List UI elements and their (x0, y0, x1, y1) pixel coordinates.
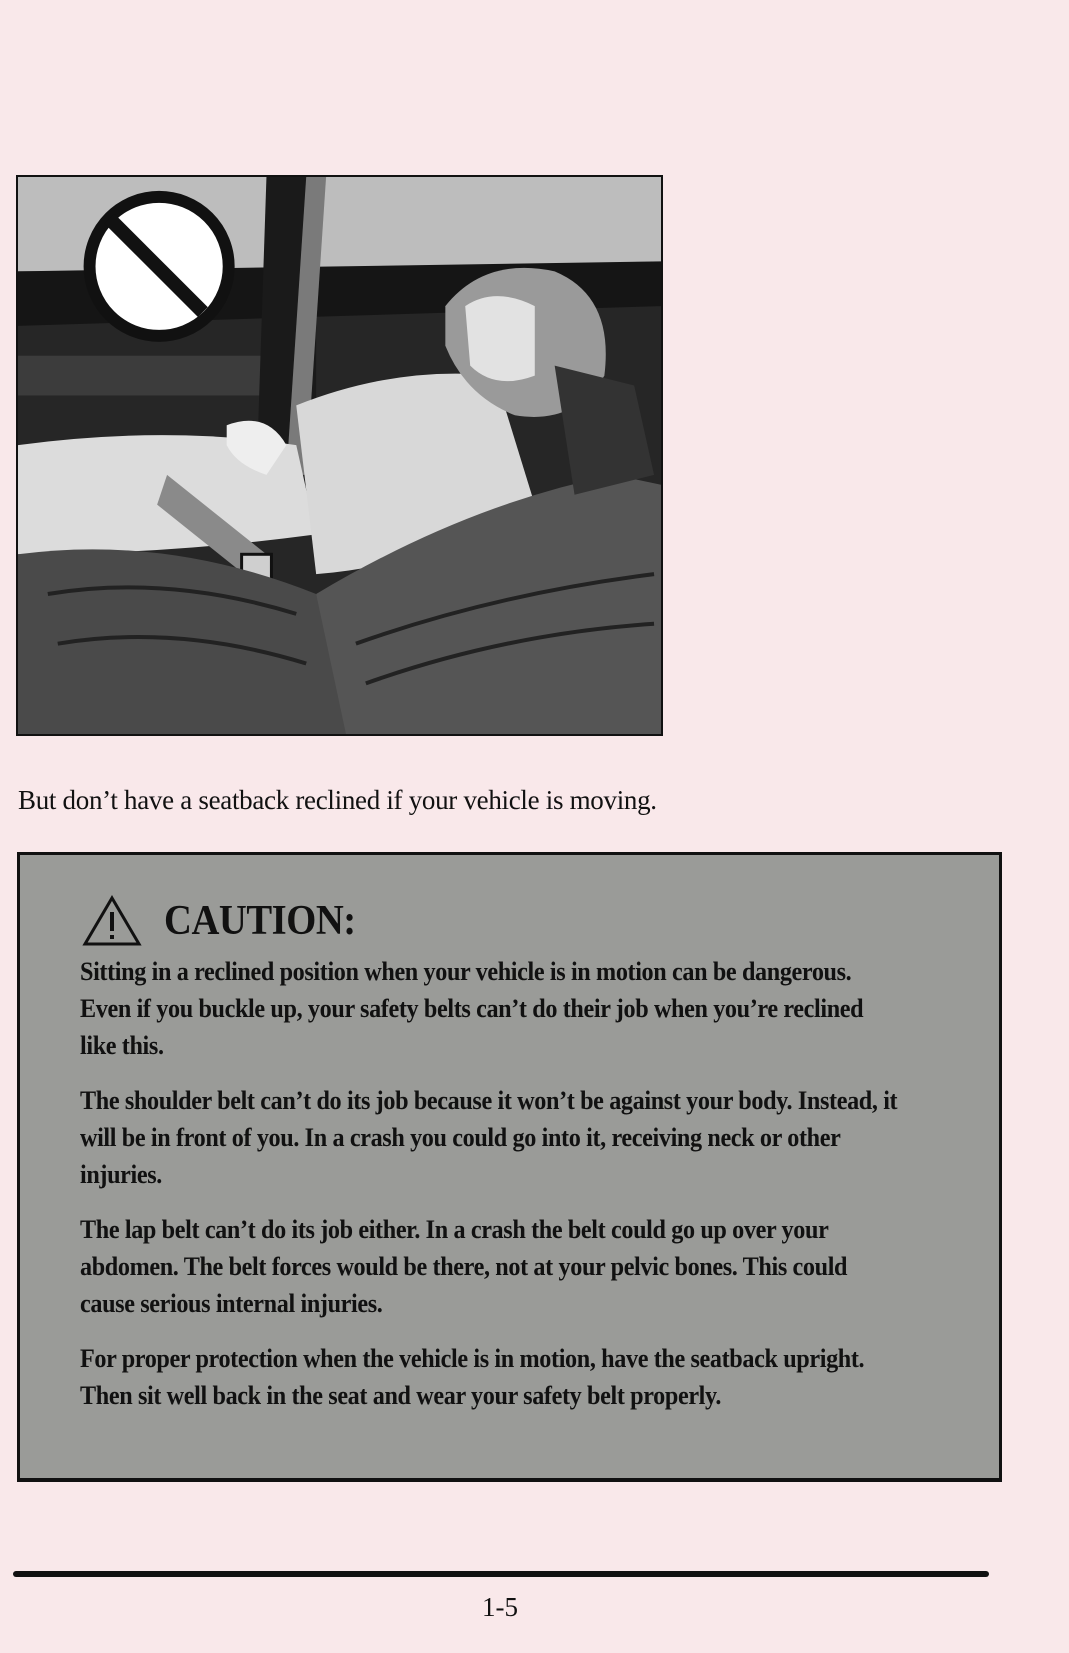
reclined-passenger-illustration (16, 175, 663, 736)
warning-triangle-icon (82, 895, 142, 947)
caution-paragraph: The lap belt can’t do its job either. In a crash the belt could go up over your abdomen. The belt forces would be there, not at your pelvic bones. This could cause serious internal injuries. (80, 1215, 848, 1318)
page-number: 1-5 (482, 1592, 518, 1622)
illustration-caption: But don’t have a seatback reclined if your vehicle is moving. (18, 785, 657, 815)
caution-paragraph: Sitting in a reclined position when your vehicle is in motion can be dangerous. Even if you buckle up, your safety belts can’t do their job when you’re reclined like this. (80, 957, 864, 1060)
caution-heading (82, 895, 372, 947)
caution-body (80, 953, 980, 1432)
caution-paragraph: For proper protection when the vehicle is in motion, have the seatback upright. Then sit well back in the seat and wear your safety belt properly. (80, 1344, 865, 1410)
caution-paragraph: The shoulder belt can’t do its job because it won’t be against your body. Instead, it will be in front of you. In a crash you could go into it, receiving neck or other injuries. (80, 1086, 898, 1189)
prohibited-icon (90, 197, 229, 336)
caution-box (17, 852, 1002, 1482)
caution-title: CAUTION: (164, 898, 356, 944)
footer-rule (13, 1571, 989, 1577)
